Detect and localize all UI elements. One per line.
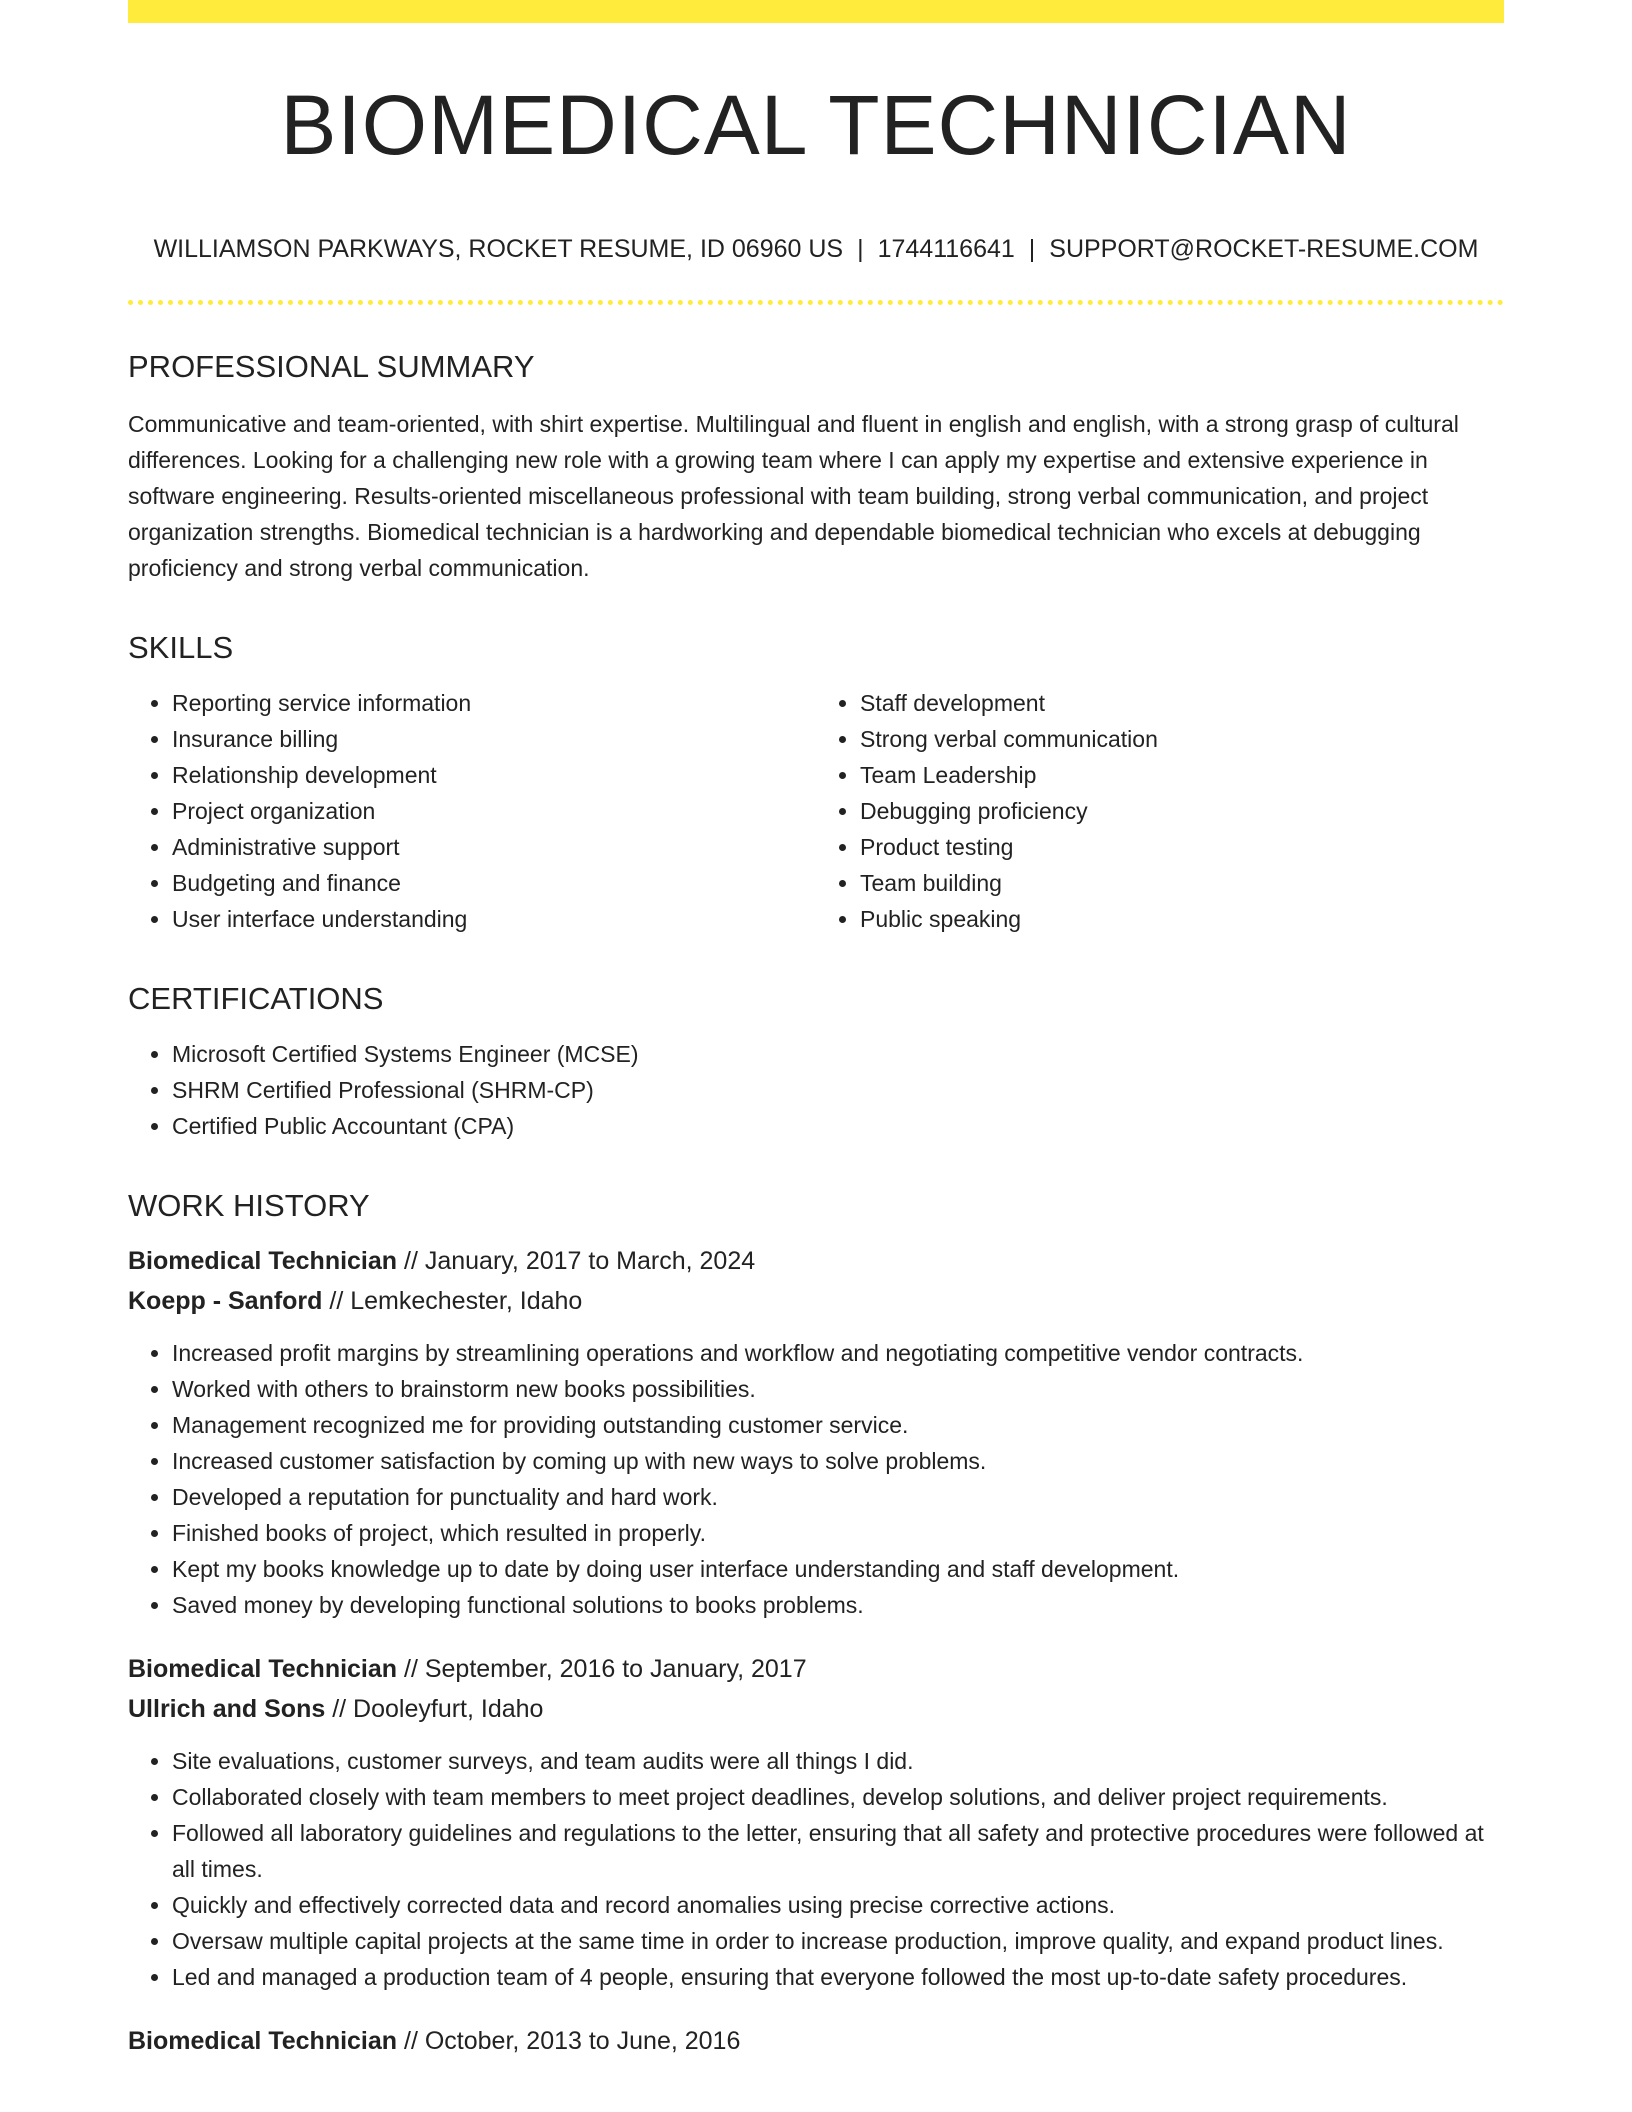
job-company: Koepp - Sanford <box>128 1287 323 1315</box>
skill-item: • Administrative support <box>172 829 816 865</box>
certification-item: • SHRM Certified Professional (SHRM-CP) <box>172 1072 1504 1108</box>
work-history-heading: WORK HISTORY <box>128 1188 370 1223</box>
job-company: Ullrich and Sons <box>128 1695 326 1723</box>
job-bullet: • Collaborated closely with team members to meet project deadlines, develop solutions, and deliver project requirements. <box>172 1779 1504 1815</box>
skills-list-right <box>816 685 1504 937</box>
skill-item: • Relationship development <box>172 757 816 793</box>
summary-heading: PROFESSIONAL SUMMARY <box>128 349 535 384</box>
job-dates: // September, 2016 to January, 2017 <box>397 1655 807 1683</box>
job-bullet: • Worked with others to brainstorm new books possibilities. <box>172 1371 1504 1407</box>
job-location: // Lemkechester, Idaho <box>322 1287 583 1315</box>
accent-bar <box>128 0 1504 23</box>
job-entry <box>128 2021 1504 2061</box>
dotted-divider <box>128 300 1504 305</box>
job-location: // Dooleyfurt, Idaho <box>325 1695 544 1723</box>
skill-item: • Insurance billing <box>172 721 816 757</box>
skills-heading: SKILLS <box>128 630 234 665</box>
skill-item: • Team building <box>860 865 1504 901</box>
job-role: Biomedical Technician <box>128 1247 398 1275</box>
job-role: Biomedical Technician <box>128 2027 398 2055</box>
skill-item: • Reporting service information <box>172 685 816 721</box>
job-bullet: • Increased profit margins by streamlining operations and workflow and negotiating competitive vendor contracts. <box>172 1335 1504 1371</box>
job-bullet: • Site evaluations, customer surveys, and team audits were all things I did. <box>172 1743 1504 1779</box>
skill-item: • Product testing <box>860 829 1504 865</box>
skill-item: • Budgeting and finance <box>172 865 816 901</box>
job-bullet: • Followed all laboratory guidelines and regulations to the letter, ensuring that all safety and protective procedures were followed at all times. <box>172 1815 1504 1887</box>
certifications-heading: CERTIFICATIONS <box>128 981 384 1016</box>
job-bullet: • Led and managed a production team of 4 people, ensuring that everyone followed the most up-to-date safety procedures. <box>172 1959 1504 1995</box>
job-bullet: • Quickly and effectively corrected data and record anomalies using precise corrective actions. <box>172 1887 1504 1923</box>
certifications-list <box>128 1036 1504 1144</box>
job-bullet: • Finished books of project, which resulted in properly. <box>172 1515 1504 1551</box>
job-bullet: • Increased customer satisfaction by coming up with new ways to solve problems. <box>172 1443 1504 1479</box>
job-role: Biomedical Technician <box>128 1655 398 1683</box>
certification-item: • Certified Public Accountant (CPA) <box>172 1108 1504 1144</box>
contact-phone[interactable]: 1744116641 <box>877 235 1015 263</box>
job-dates: // January, 2017 to March, 2024 <box>397 1247 756 1275</box>
job-dates: // October, 2013 to June, 2016 <box>397 2027 741 2055</box>
job-bullets <box>128 1335 1504 1623</box>
skill-item: • Debugging proficiency <box>860 793 1504 829</box>
skill-item: • User interface understanding <box>172 901 816 937</box>
job-bullet: • Management recognized me for providing outstanding customer service. <box>172 1407 1504 1443</box>
contact-line <box>128 237 1504 262</box>
job-company-line <box>128 1281 1504 1321</box>
job-bullet: • Developed a reputation for punctuality and hard work. <box>172 1479 1504 1515</box>
job-entry <box>128 1649 1504 1995</box>
job-company-line <box>128 1689 1504 1729</box>
resume-title: BIOMEDICAL TECHNICIAN <box>280 78 1352 172</box>
contact-email[interactable]: SUPPORT@ROCKET-RESUME.COM <box>1049 235 1479 263</box>
certification-item: • Microsoft Certified Systems Engineer (MCSE) <box>172 1036 1504 1072</box>
job-bullet: • Kept my books knowledge up to date by doing user interface understanding and staff development. <box>172 1551 1504 1587</box>
contact-address: WILLIAMSON PARKWAYS, ROCKET RESUME, ID 06960 US <box>153 235 844 263</box>
contact-separator: | <box>1028 235 1036 263</box>
skill-item: • Project organization <box>172 793 816 829</box>
job-entry <box>128 1241 1504 1623</box>
skill-item: • Staff development <box>860 685 1504 721</box>
job-role-line <box>128 1649 1504 1689</box>
job-bullets <box>128 1743 1504 1995</box>
skill-item: • Team Leadership <box>860 757 1504 793</box>
job-role-line <box>128 1241 1504 1281</box>
job-bullet: • Oversaw multiple capital projects at the same time in order to increase production, improve quality, and expand product lines. <box>172 1923 1504 1959</box>
job-role-line <box>128 2021 1504 2061</box>
job-bullet: • Saved money by developing functional solutions to books problems. <box>172 1587 1504 1623</box>
contact-separator: | <box>857 235 864 263</box>
skill-item: • Public speaking <box>860 901 1504 937</box>
summary-text: Communicative and team-oriented, with shirt expertise. Multilingual and fluent in english and english, with a strong grasp of cultural differences. Looking for a challenging new role with a growing team where I can apply my expertise and extensive experience in software engineering. Results-oriented miscellaneous professional with team building, strong verbal communication, and project organization strengths. Biomedical technician is a hardworking and dependable biomedical technician who excels at debugging proficiency and strong verbal communication. <box>128 411 1459 581</box>
skill-item: • Strong verbal communication <box>860 721 1504 757</box>
resume-content <box>128 23 1504 2061</box>
skills-list-left <box>128 685 816 937</box>
skills-columns <box>128 685 1504 937</box>
